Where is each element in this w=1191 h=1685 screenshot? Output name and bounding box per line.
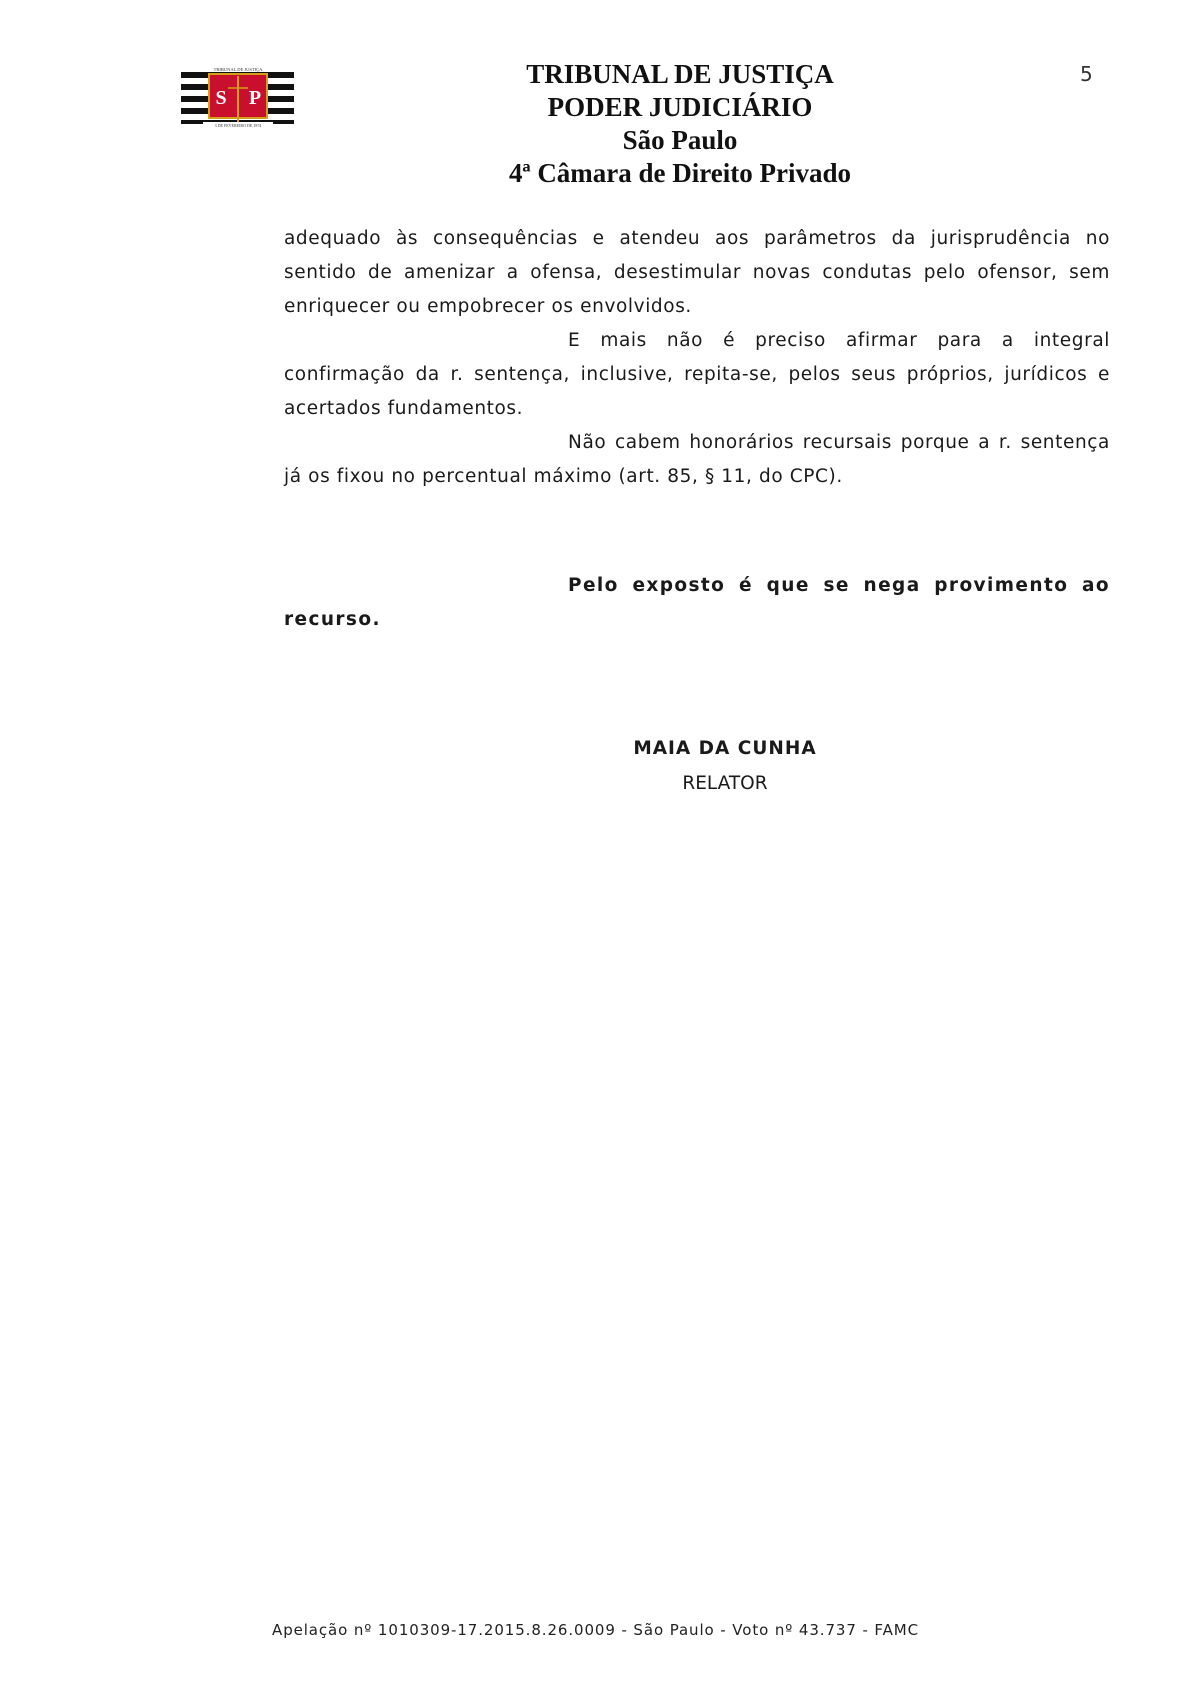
- court-header: [440, 58, 920, 190]
- svg-text:S: S: [215, 87, 227, 109]
- paragraph-line: já os fixou no percentual máximo (art. 85, § 11, do CPC).: [284, 466, 843, 487]
- decision-line: Pelo exposto é que se nega provimento ao: [568, 575, 1110, 596]
- header-power-name: PODER JUDICIÁRIO: [547, 92, 813, 122]
- paragraph-line: adequado às consequências e atendeu aos parâmetros da jurisprudência no: [284, 228, 1110, 249]
- paragraph-line: E mais não é preciso afirmar para a integral: [568, 330, 1110, 351]
- header-chamber: 4ª Câmara de Direito Privado: [508, 158, 852, 188]
- header-state: São Paulo: [622, 125, 738, 155]
- svg-text:P: P: [248, 87, 262, 109]
- decision-line: recurso.: [284, 609, 381, 630]
- page-number: 5: [1080, 62, 1093, 86]
- paragraph-line: sentido de amenizar a ofensa, desestimular novas condutas pelo ofensor, sem: [284, 262, 1110, 283]
- paragraph-line: acertados fundamentos.: [284, 398, 524, 419]
- judge-name: MAIA DA CUNHA: [633, 738, 817, 759]
- svg-text:3 DE FEVEREIRO DE 1874: 3 DE FEVEREIRO DE 1874: [214, 123, 262, 128]
- header-court-name: TRIBUNAL DE JUSTIÇA: [526, 59, 834, 89]
- judge-role: RELATOR: [682, 773, 768, 794]
- svg-text:TRIBUNAL DE JUSTIÇA: TRIBUNAL DE JUSTIÇA: [213, 67, 263, 72]
- tribunal-coat-of-arms-logo: [181, 66, 294, 128]
- paragraph-line: enriquecer ou empobrecer os envolvidos.: [284, 296, 692, 317]
- case-footer: Apelação nº 1010309-17.2015.8.26.0009 - São Paulo - Voto nº 43.737 - FAMC: [272, 1621, 919, 1639]
- paragraph-line: confirmação da r. sentença, inclusive, repita-se, pelos seus próprios, jurídicos e: [284, 364, 1110, 385]
- paragraph-line: Não cabem honorários recursais porque a r. sentença: [568, 432, 1110, 453]
